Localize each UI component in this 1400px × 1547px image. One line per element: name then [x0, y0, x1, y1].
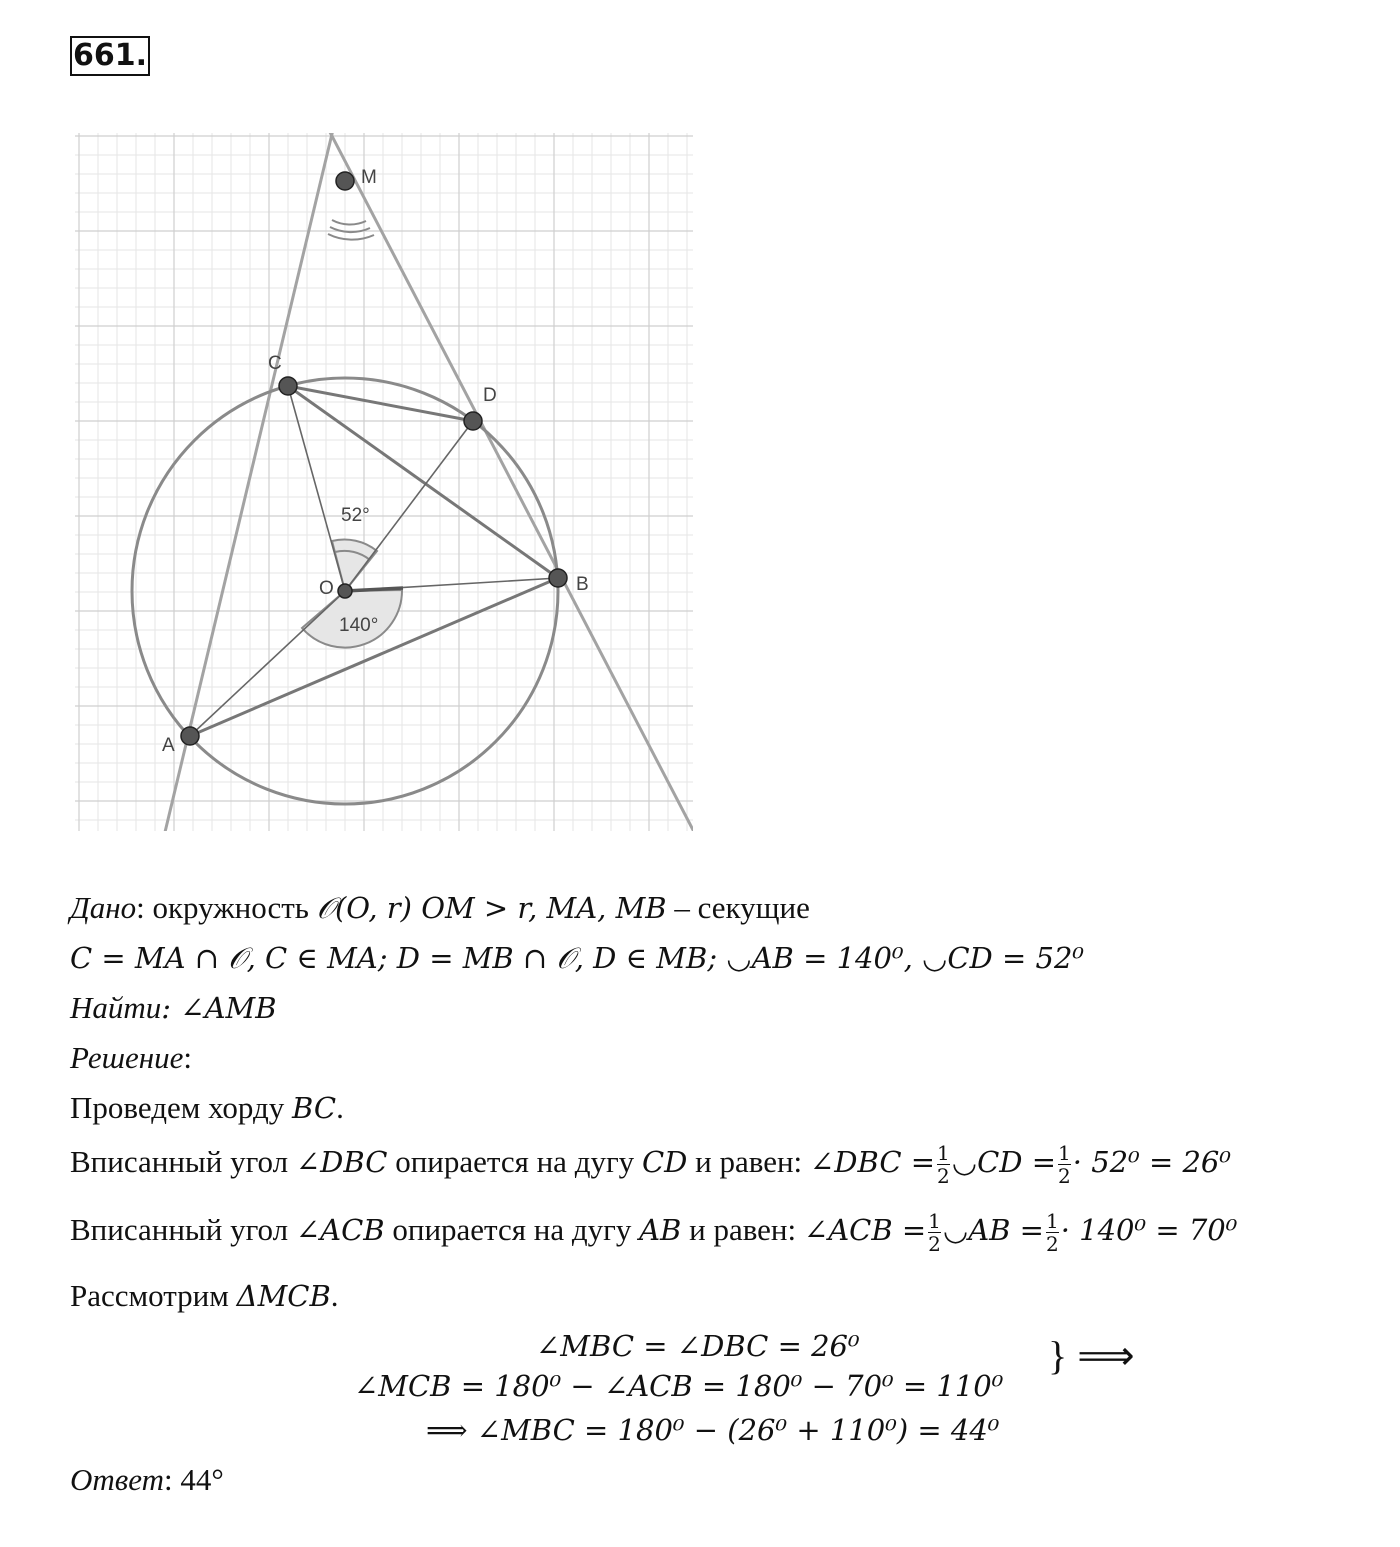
step3-angle: ∠ACB	[295, 1213, 385, 1247]
solution-heading	[70, 1038, 192, 1078]
step-1	[70, 1088, 344, 1128]
step1-text: Проведем хорду	[70, 1090, 293, 1125]
fraction-half: $\frac{1}{2}$	[1058, 1141, 1071, 1189]
system-line-2: ∠MCB = 180⁰ − ∠ACB = 180⁰ − 70⁰ = 110⁰	[354, 1369, 1004, 1403]
step4-tail: .	[330, 1278, 339, 1313]
point-d	[464, 412, 482, 430]
step2-angle: ∠DBC	[295, 1145, 388, 1179]
radius-oa	[190, 591, 345, 736]
step-3	[70, 1210, 1237, 1255]
geometry-figure	[75, 133, 695, 833]
step2-eq-arc: ◡CD =	[951, 1145, 1057, 1179]
step2-mid: опирается на дугу	[387, 1144, 642, 1179]
find-line	[70, 988, 277, 1028]
find-math: : ∠AMB	[161, 991, 277, 1025]
step3-text: Вписанный угол	[70, 1212, 296, 1247]
angle-label-52: 52°	[341, 505, 370, 526]
point-m	[336, 172, 354, 190]
step3-arc: AB	[639, 1213, 682, 1247]
find-label: Найти	[70, 990, 162, 1025]
answer-label: Ответ	[70, 1462, 164, 1497]
step2-arc: CD	[641, 1145, 688, 1179]
answer-value: : 44°	[163, 1462, 224, 1497]
conclusion-line: ⟹ ∠MBC = 180⁰ − (26⁰ + 110⁰) = 44⁰	[426, 1413, 1000, 1447]
step-4	[70, 1276, 339, 1316]
given-line-1	[70, 888, 810, 928]
label-b: B	[576, 574, 589, 595]
step1-math: BC	[292, 1091, 337, 1125]
step2-text: Вписанный угол	[70, 1144, 296, 1179]
given-label: Дано	[70, 890, 137, 925]
point-o	[338, 584, 352, 598]
radius-oc	[288, 386, 345, 591]
given-line-2	[70, 938, 1084, 978]
step1-tail: .	[336, 1090, 344, 1125]
given-text: : окружность	[136, 890, 317, 925]
label-o: O	[319, 578, 334, 599]
point-a	[181, 727, 199, 745]
fraction-half: $\frac{1}{2}$	[937, 1141, 950, 1189]
angle-sector-52	[332, 540, 377, 591]
label-a: A	[162, 735, 175, 756]
angle-mark-m-3	[328, 234, 374, 240]
given-conditions: C = MA ∩ 𝒪, C ∈ MA; D = MB ∩ 𝒪, D ∈ MB; ◡AB = 140⁰, ◡CD = 52⁰	[70, 941, 1085, 975]
step3-eq-left: ∠ACB =	[803, 1213, 927, 1247]
fraction-half: $\frac{1}{2}$	[1045, 1209, 1059, 1257]
angle-mark-m-1	[332, 220, 366, 225]
step3-eq-arc: ◡AB =	[942, 1213, 1044, 1247]
step3-and: и равен:	[681, 1212, 804, 1247]
point-c	[279, 377, 297, 395]
fraction-half: $\frac{1}{2}$	[928, 1209, 941, 1257]
angle-label-140: 140°	[339, 615, 379, 636]
answer-line	[70, 1460, 224, 1500]
solution-colon: :	[183, 1040, 192, 1075]
step3-eq-right: · 140⁰ = 70⁰	[1060, 1213, 1238, 1247]
step4-math: ΔMCB	[236, 1279, 331, 1313]
given-tail: – секущие	[666, 890, 810, 925]
system-brace: } ⟹	[1048, 1333, 1135, 1378]
solution-label: Решение	[70, 1040, 184, 1075]
point-b	[549, 569, 567, 587]
step4-text: Рассмотрим	[70, 1278, 237, 1313]
step2-eq-left: ∠DBC =	[809, 1145, 936, 1179]
problem-number: 661.	[70, 36, 150, 76]
step2-eq-right: · 52⁰ = 26⁰	[1072, 1145, 1231, 1179]
label-d: D	[483, 385, 497, 406]
system-line-1: ∠MBC = ∠DBC = 26⁰	[536, 1329, 860, 1363]
step-2	[70, 1142, 1231, 1187]
label-c: C	[268, 353, 282, 374]
step3-mid: опирается на дугу	[384, 1212, 640, 1247]
given-math: 𝒪(O, r) OM > r, MA, MB	[316, 891, 667, 925]
label-m: M	[361, 167, 377, 188]
chord-cb	[288, 386, 558, 578]
step2-and: и равен:	[687, 1144, 810, 1179]
